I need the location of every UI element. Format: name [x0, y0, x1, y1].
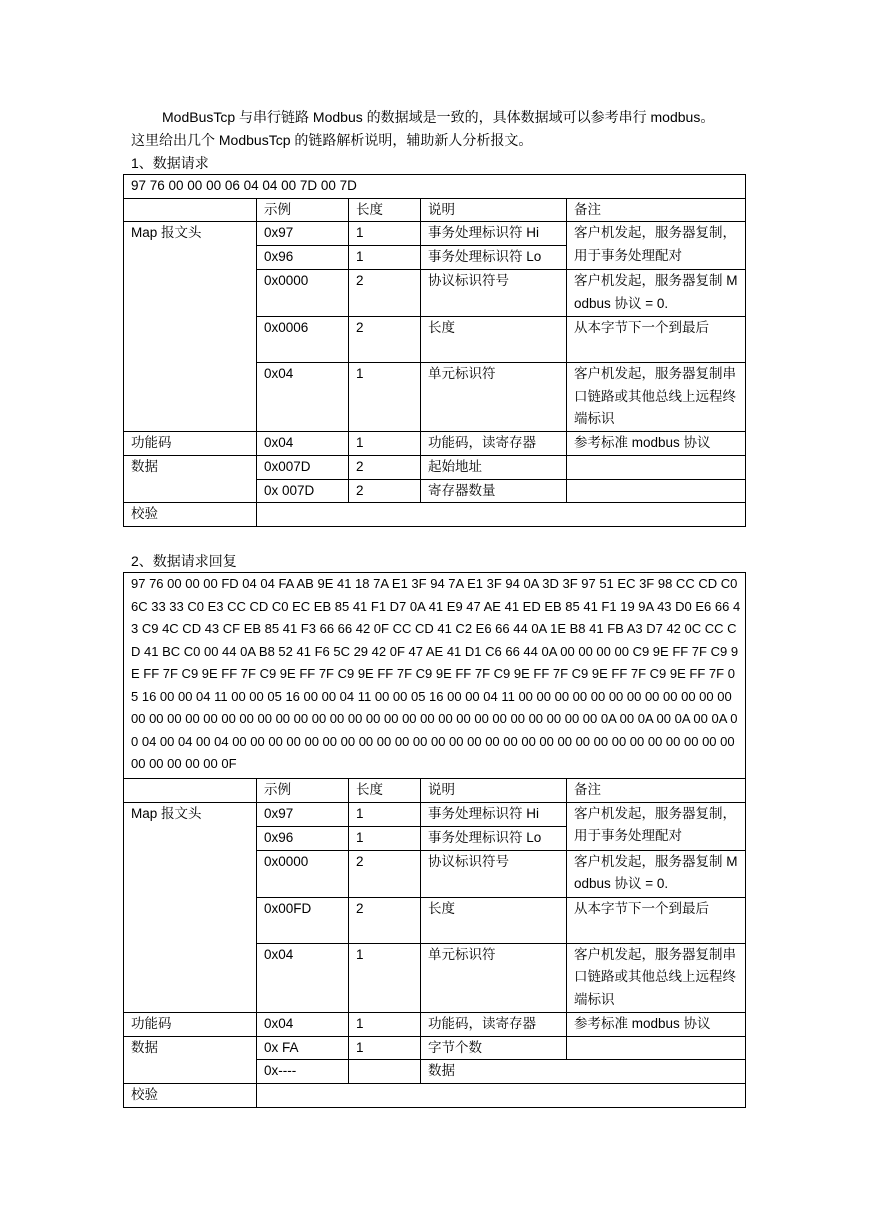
- table-cell: [567, 1036, 746, 1060]
- table-cell: 1: [349, 246, 421, 270]
- table-cell: 0x04: [257, 1012, 349, 1036]
- table-cell: 0x96: [257, 826, 349, 850]
- table-cell: 0x04: [257, 432, 349, 456]
- table-cell: 事务处理标识符 Hi: [421, 222, 567, 246]
- section2-heading: 2、数据请求回复: [131, 553, 237, 569]
- table-cell: 起始地址: [421, 456, 567, 480]
- table-cell: 1: [349, 826, 421, 850]
- map-header-label: Map 报文头: [124, 222, 257, 432]
- table-cell: 0x0000: [257, 270, 349, 317]
- table-cell: 0x 007D: [257, 479, 349, 503]
- header-note: 备注: [567, 779, 746, 803]
- table-cell: 客户机发起，服务器复制串口链路或其他总线上远程终端标识: [567, 363, 746, 432]
- table-cell: 客户机发起，服务器复制 Modbus 协议 = 0.: [567, 850, 746, 897]
- header-length: 长度: [349, 779, 421, 803]
- table-cell: 2: [349, 850, 421, 897]
- table-cell: 0x----: [257, 1060, 349, 1084]
- table-cell: 客户机发起，服务器复制串口链路或其他总线上远程终端标识: [567, 943, 746, 1012]
- table-cell: 寄存器数量: [421, 479, 567, 503]
- table-cell: 事务处理标识符 Lo: [421, 826, 567, 850]
- check-label: 校验: [124, 503, 257, 527]
- table-cell: 0x96: [257, 246, 349, 270]
- request-table: [123, 174, 746, 527]
- intro-line-2: 这里给出几个 ModbusTcp 的链路解析说明，辅助新人分析报文。: [131, 132, 533, 148]
- header-empty: [124, 198, 257, 222]
- table-cell: 0x0000: [257, 850, 349, 897]
- tx-note: 客户机发起，服务器复制，用于事务处理配对: [567, 222, 746, 270]
- table-cell: 1: [349, 1036, 421, 1060]
- table-cell: 0x97: [257, 222, 349, 246]
- intro-line-1: ModBusTcp 与串行链路 Modbus 的数据域是一致的，具体数据域可以参考串行 modbus。: [162, 109, 715, 125]
- header-example: 示例: [257, 779, 349, 803]
- table-cell: 参考标准 modbus 协议: [567, 432, 746, 456]
- table-cell: 1: [349, 1012, 421, 1036]
- table-cell: 1: [349, 943, 421, 1012]
- table-cell: 1: [349, 802, 421, 826]
- tx-note: 客户机发起，服务器复制，用于事务处理配对: [567, 802, 746, 850]
- table-cell: 单元标识符: [421, 363, 567, 432]
- table-cell: 0x007D: [257, 456, 349, 480]
- table-cell: 参考标准 modbus 协议: [567, 1012, 746, 1036]
- table-cell: 1: [349, 222, 421, 246]
- func-label: 功能码: [124, 1012, 257, 1036]
- table-cell: 字节个数: [421, 1036, 567, 1060]
- header-desc: 说明: [421, 779, 567, 803]
- table-cell: 0x00FD: [257, 897, 349, 943]
- table-cell: 单元标识符: [421, 943, 567, 1012]
- table-cell: 事务处理标识符 Lo: [421, 246, 567, 270]
- table-cell: 0x FA: [257, 1036, 349, 1060]
- table-cell: 功能码，读寄存器: [421, 432, 567, 456]
- header-desc: 说明: [421, 198, 567, 222]
- header-note: 备注: [567, 198, 746, 222]
- table-cell: 长度: [421, 897, 567, 943]
- table-cell: 1: [349, 363, 421, 432]
- table-cell: 0x0006: [257, 317, 349, 363]
- section1-heading: 1、数据请求: [131, 155, 209, 171]
- table-cell: [349, 1060, 421, 1084]
- table-cell: 从本字节下一个到最后: [567, 317, 746, 363]
- data-label: 数据: [124, 456, 257, 503]
- table-cell: 协议标识符号: [421, 270, 567, 317]
- table-cell: 长度: [421, 317, 567, 363]
- table-cell: [257, 503, 746, 527]
- header-empty: [124, 779, 257, 803]
- table-cell: 0x04: [257, 363, 349, 432]
- response-hex: 97 76 00 00 00 FD 04 04 FA AB 9E 41 18 7A E1 3F 94 7A E1 3F 94 0A 3D 3F 97 51 EC 3F 98 CC CD C0 6C 33 33 C0 E3 CC CD C0 EC EB 85 41 F1 D7 0A 41 E9 47 AE 41 ED EB 85 41 F1 19 9A 43 D0 E6 66 43 C9 4C CD 43 CF EB 85 41 F3 66 66 42 0F CC CD 41 C2 E6 66 44 0A 1E B8 41 FB A3 D7 42 0C CC CD 41 BC C0 00 44 0A B8 52 41 F6 5C 29 42 0F 47 AE 41 D1 C6 66 44 0A 00 00 00 00 C9 9E FF 7F C9 9E FF 7F C9 9E FF 7F C9 9E FF 7F C9 9E FF 7F C9 9E FF 7F C9 9E FF 7F C9 9E FF 7F C9 9E FF 7F 05 16 00 00 04 11 00 00 05 16 00 00 04 11 00 00 05 16 00 00 04 11 00 00 00 00 00 00 00 00 00 00 00 00 00 00 00 00 00 00 00 00 00 00 00 00 00 00 00 00 00 00 00 00 00 00 00 00 00 00 0A 00 0A 00 0A 00 0A 00 04 00 04 00 04 00 00 00 00 00 00 00 00 00 00 00 00 00 00 00 00 00 00 00 00 00 00 00 00 00 00 00 00 00 00 00 00 00 0F: [124, 573, 746, 779]
- table-cell: 从本字节下一个到最后: [567, 897, 746, 943]
- header-length: 长度: [349, 198, 421, 222]
- table-cell: 0x04: [257, 943, 349, 1012]
- func-label: 功能码: [124, 432, 257, 456]
- table-cell: 客户机发起，服务器复制 Modbus 协议 = 0.: [567, 270, 746, 317]
- table-cell: 2: [349, 317, 421, 363]
- table-cell: 数据: [421, 1060, 746, 1084]
- data-label: 数据: [124, 1036, 257, 1083]
- request-hex: 97 76 00 00 00 06 04 04 00 7D 00 7D: [124, 175, 746, 199]
- table-cell: 1: [349, 432, 421, 456]
- response-table: [123, 572, 746, 1108]
- table-cell: 0x97: [257, 802, 349, 826]
- table-cell: 事务处理标识符 Hi: [421, 802, 567, 826]
- table-cell: [567, 479, 746, 503]
- table-cell: 功能码，读寄存器: [421, 1012, 567, 1036]
- table-cell: 2: [349, 479, 421, 503]
- table-cell: [257, 1083, 746, 1107]
- table-cell: 2: [349, 270, 421, 317]
- table-cell: 协议标识符号: [421, 850, 567, 897]
- table-cell: 2: [349, 456, 421, 480]
- table-cell: 2: [349, 897, 421, 943]
- header-example: 示例: [257, 198, 349, 222]
- table-cell: [567, 456, 746, 480]
- map-header-label: Map 报文头: [124, 802, 257, 1012]
- check-label: 校验: [124, 1083, 257, 1107]
